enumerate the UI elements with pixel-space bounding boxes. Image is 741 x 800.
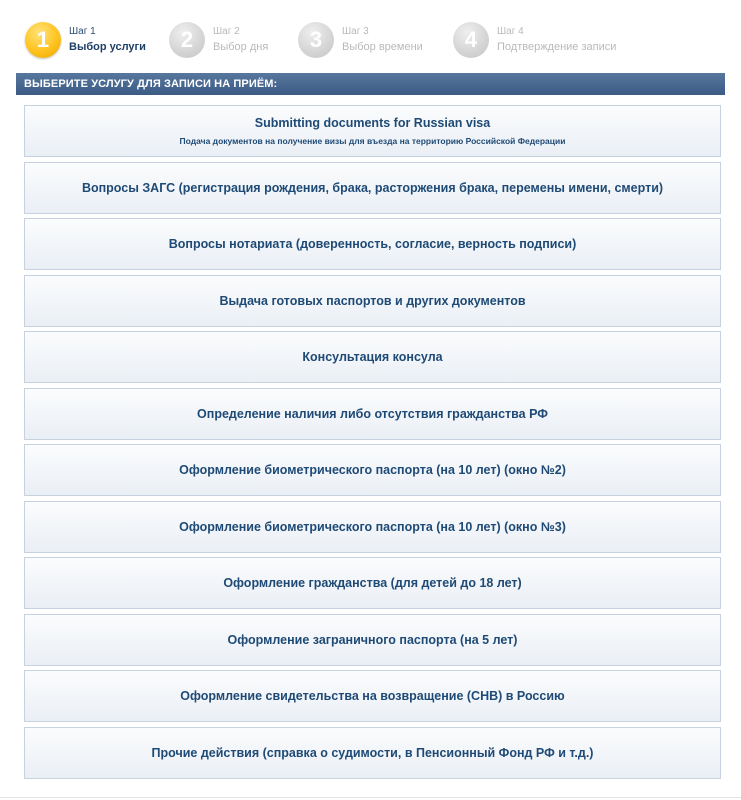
service-button-other[interactable]	[24, 727, 721, 779]
service-button-zags[interactable]	[24, 162, 721, 214]
service-button-consultation[interactable]	[24, 331, 721, 383]
step-4-title: Подтверждение записи	[497, 41, 617, 53]
service-subtitle: Подача документов на получение визы для въезда на территорию Российской Федерации	[179, 136, 566, 146]
service-button-foreign-passport[interactable]	[24, 614, 721, 666]
service-title: Оформление биометрического паспорта (на 10 лет) (окно №2)	[179, 463, 566, 477]
service-title: Прочие действия (справка о судимости, в Пенсионный Фонд РФ и т.д.)	[151, 745, 594, 760]
service-title: Оформление биометрического паспорта (на 10 лет) (окно №3)	[179, 519, 566, 534]
step-4-badge: 4	[453, 22, 489, 58]
step-4-number-label: Шаг 4	[497, 26, 524, 37]
step-1-number-label: Шаг 1	[69, 26, 96, 37]
step-2-title: Выбор дня	[213, 41, 269, 53]
service-button-biometric-window-2[interactable]	[24, 444, 721, 496]
service-title: Вопросы ЗАГС (регистрация рождения, брака, расторжения брака, перемены имени, смерти)	[81, 180, 664, 195]
step-progress	[0, 0, 741, 68]
step-2-badge: 2	[169, 22, 205, 58]
service-title: Submitting documents for Russian visa	[254, 116, 491, 130]
service-button-biometric-window-3[interactable]	[24, 501, 721, 553]
step-3-badge: 3	[298, 22, 334, 58]
service-title: Консультация консула	[302, 350, 443, 364]
step-3-number-label: Шаг 3	[342, 26, 369, 37]
step-1-badge: 1	[25, 22, 61, 58]
service-title: Оформление гражданства (для детей до 18 лет)	[223, 576, 522, 590]
section-header: ВЫБЕРИТЕ УСЛУГУ ДЛЯ ЗАПИСИ НА ПРИЁМ:	[16, 73, 725, 95]
service-title: Вопросы нотариата (доверенность, согласие, верность подписи)	[168, 237, 577, 251]
step-3-title: Выбор времени	[342, 41, 423, 53]
step-2-number-label: Шаг 2	[213, 26, 240, 37]
bottom-divider	[0, 797, 741, 798]
service-title: Определение наличия либо отсутствия гражданства РФ	[197, 406, 548, 421]
service-button-ready-passports[interactable]	[24, 275, 721, 327]
service-title: Оформление свидетельства на возвращение (СНВ) в Россию	[180, 689, 565, 703]
step-1-title: Выбор услуги	[69, 41, 146, 53]
service-button-citizenship-check[interactable]	[24, 388, 721, 440]
service-title: Выдача готовых паспортов и других документов	[219, 293, 526, 308]
service-button-child-citizenship[interactable]	[24, 557, 721, 609]
service-button-russian-visa[interactable]	[24, 105, 721, 157]
service-title: Оформление заграничного паспорта (на 5 лет)	[227, 632, 518, 647]
service-button-notary[interactable]	[24, 218, 721, 270]
service-button-return-certificate[interactable]	[24, 670, 721, 722]
